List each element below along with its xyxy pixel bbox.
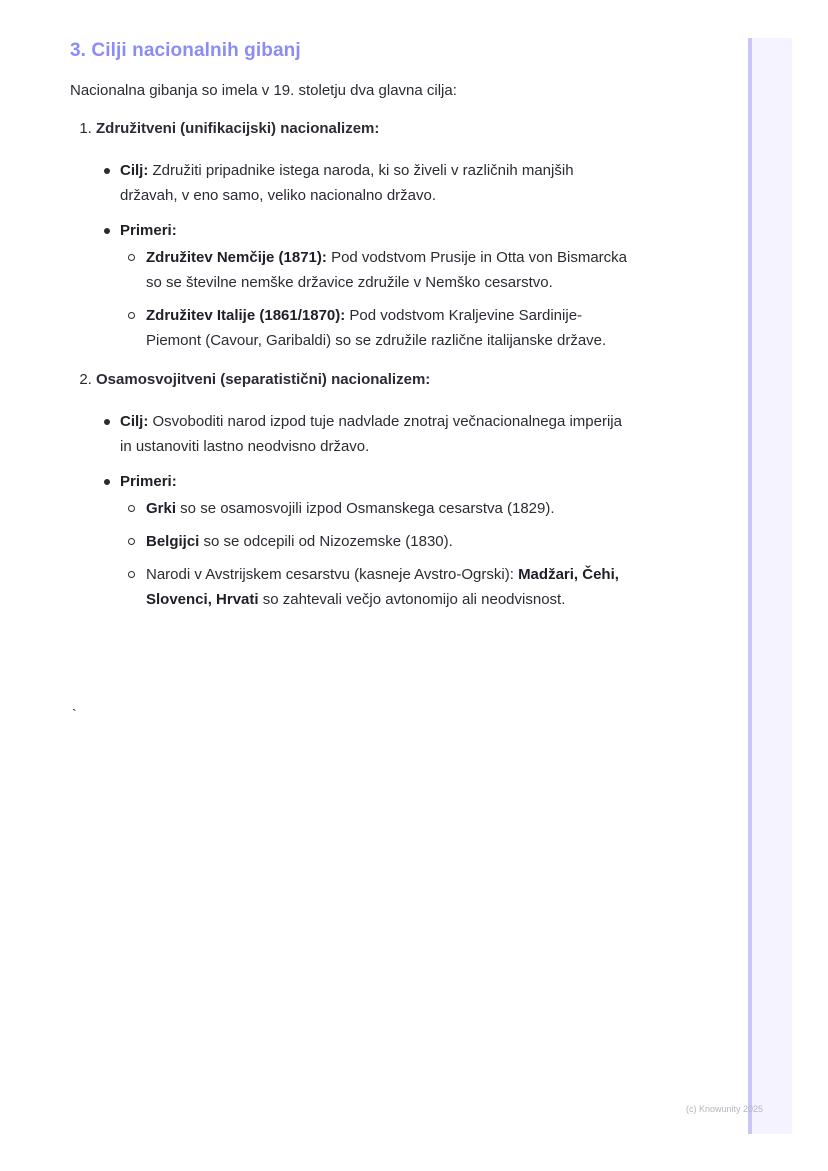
example-text: Pod vodstvom Prusije in Otta von Bismarcka so se številne nemške državice združile v Nemško cesarstvo. xyxy=(146,249,628,291)
example-item xyxy=(146,529,630,554)
aim-item xyxy=(120,158,630,208)
example-item xyxy=(146,303,630,353)
example-item xyxy=(146,245,630,295)
example-item xyxy=(146,496,630,521)
goal-item xyxy=(96,369,630,612)
aim-text: Osvoboditi narod izpod tuje nadvlade znotraj večnacionalnega imperija in ustanoviti lastno neodvisno državo. xyxy=(120,413,622,455)
example-suffix: so zahtevali večjo avtonomijo ali neodvisnost. xyxy=(258,591,566,608)
side-panel xyxy=(748,38,792,1134)
footer-copyright: (c) Knowunity 2025 xyxy=(686,1104,764,1114)
examples-label: Primeri: xyxy=(120,222,177,239)
examples-label: Primeri: xyxy=(120,473,177,490)
goal-details xyxy=(96,158,630,353)
goal-details xyxy=(96,409,630,612)
example-text: so se osamosvojili izpod Osmanskega cesarstva (1829). xyxy=(176,500,555,517)
example-text: so se odcepili od Nizozemske (1830). xyxy=(199,533,453,550)
example-prefix: Narodi v Avstrijskem cesarstvu (kasneje Avstro-Ogrski): xyxy=(146,566,519,583)
example-bold: Združitev Italije (1861/1870): xyxy=(146,307,346,324)
examples-list xyxy=(120,245,630,353)
intro-paragraph: Nacionalna gibanja so imela v 19. stoletju dva glavna cilja: xyxy=(70,82,457,99)
goal-title: Združitveni (unifikacijski) nacionalizem: xyxy=(96,120,380,137)
goals-list xyxy=(70,118,630,612)
examples-list xyxy=(120,496,630,612)
example-bold: Združitev Nemčije (1871): xyxy=(146,249,327,266)
goal-title: Osamosvojitveni (separatistični) nacionalizem: xyxy=(96,371,431,388)
examples-item xyxy=(120,469,630,612)
example-bold: Grki xyxy=(146,500,177,517)
example-bold: Belgijci xyxy=(146,533,200,550)
goal-item xyxy=(96,118,630,353)
example-item xyxy=(146,562,630,612)
examples-item xyxy=(120,218,630,353)
stray-mark: ` xyxy=(72,706,77,722)
section-title: 3. Cilji nacionalnih gibanj xyxy=(70,40,301,61)
aim-text: Združiti pripadnike istega naroda, ki so živeli v različnih manjših državah, v eno samo, veliko nacionalno državo. xyxy=(120,162,574,204)
aim-label: Cilj: xyxy=(120,413,149,430)
aim-label: Cilj: xyxy=(120,162,149,179)
aim-item xyxy=(120,409,630,459)
example-bold: Madžari, Čehi, Slovenci, Hrvati xyxy=(146,566,619,608)
content xyxy=(70,36,630,612)
example-text: Pod vodstvom Kraljevine Sardinije-Piemont (Cavour, Garibaldi) so se združile različne italijanske države. xyxy=(146,307,607,349)
